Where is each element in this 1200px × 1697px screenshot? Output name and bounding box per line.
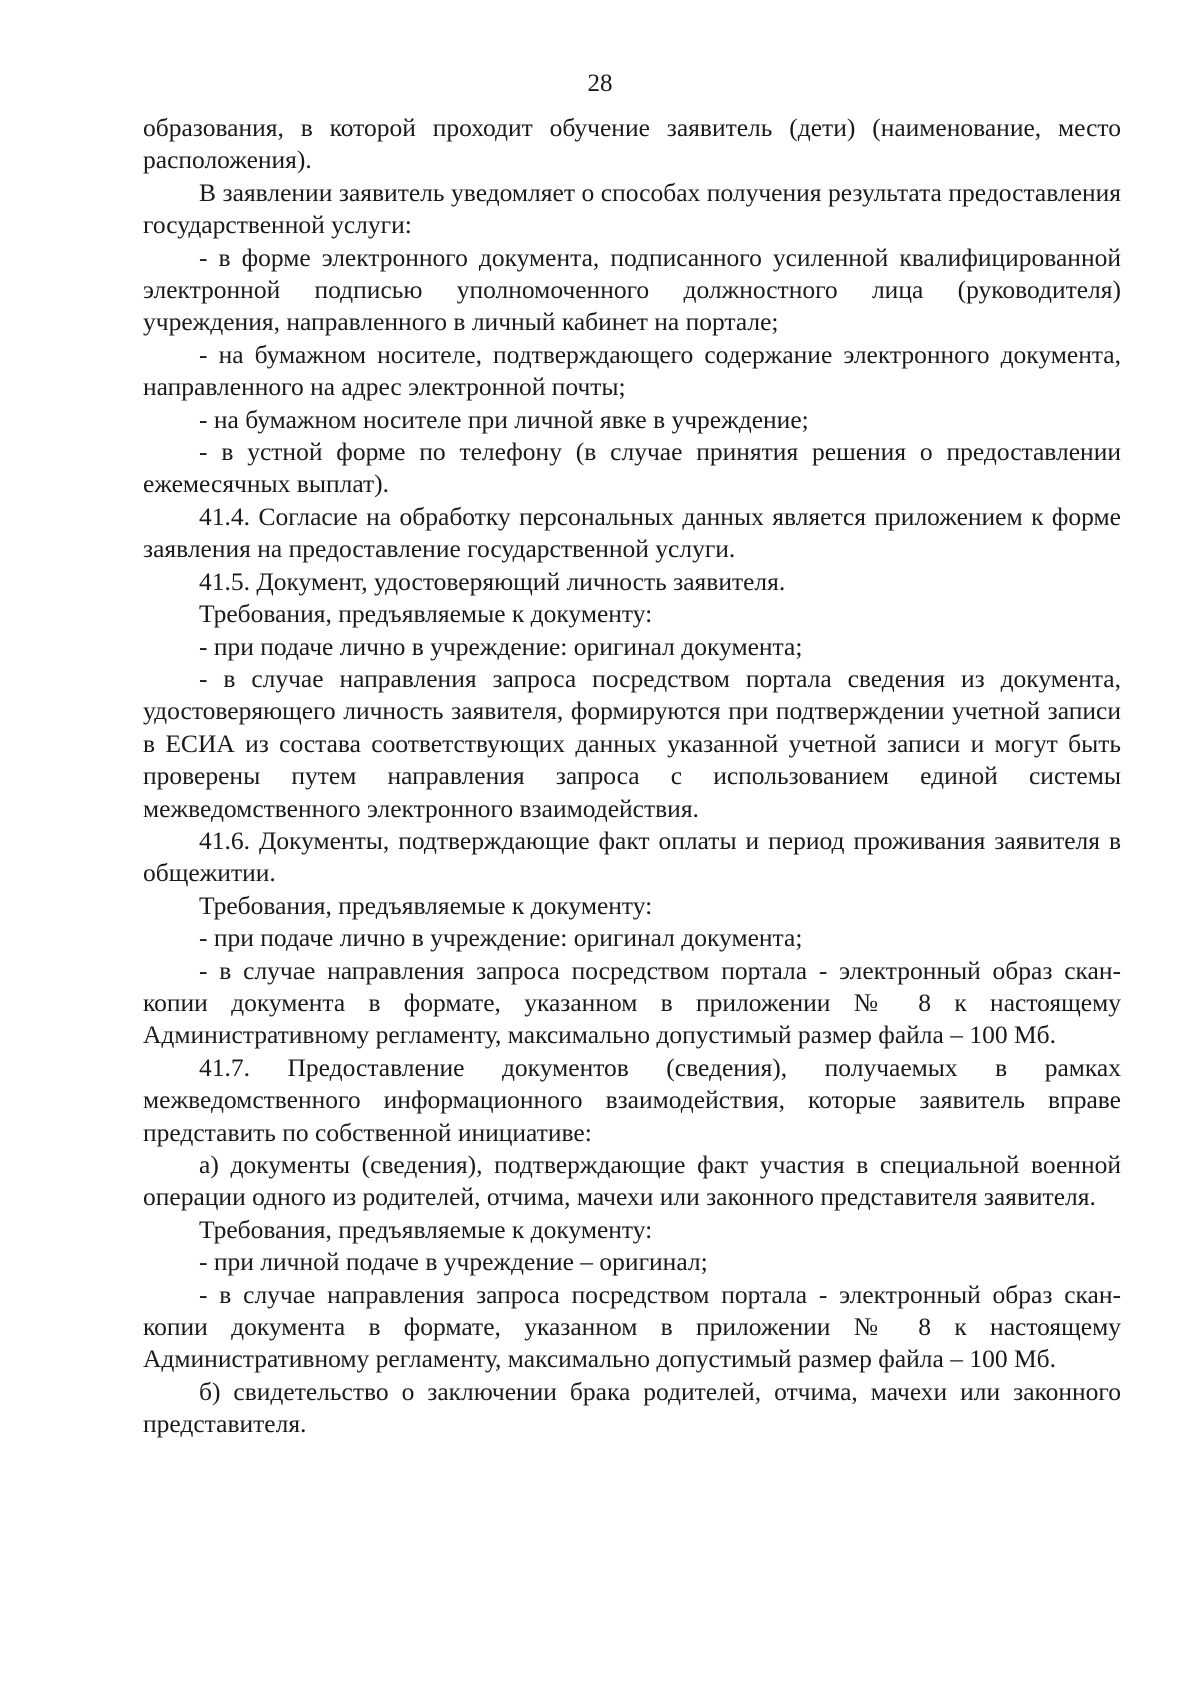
- paragraph-41-7: 41.7. Предоставление документов (сведения), получаемых в рамках межведомственного информационного взаимодействия, которые заявитель вправе представить по собственной инициативе:: [143, 1052, 1121, 1147]
- list-item-paper-email: - на бумажном носителе, подтверждающего содержание электронного документа, направленного на адрес электронной почты;: [143, 339, 1121, 402]
- paragraph-41-4: 41.4. Согласие на обработку персональных данных является приложением к форме заявления на предоставление государственной услуги.: [143, 501, 1121, 564]
- document-body: [143, 112, 1121, 1441]
- paragraph-41-5: 41.5. Документ, удостоверяющий личность заявителя.: [199, 566, 786, 596]
- list-item-in-person-original: - при личной подаче в учреждение – оригинал;: [199, 1247, 708, 1277]
- page-number: 28: [587, 70, 613, 97]
- list-item-b-marriage-certificate: б) свидетельство о заключении брака родителей, отчима, мачехи или законного представителя.: [143, 1376, 1121, 1439]
- list-item-paper-in-person: - на бумажном носителе при личной явке в учреждение;: [199, 404, 809, 434]
- paragraph-continuation: образования, в которой проходит обучение заявитель (дети) (наименование, место расположения).: [143, 113, 1121, 175]
- list-item-in-person-original: - при подаче лично в учреждение: оригинал документа;: [199, 631, 803, 661]
- list-item-a-svo-documents: а) документы (сведения), подтверждающие факт участия в специальной военной операции одного из родителей, отчима, мачехи или законного представителя заявителя.: [143, 1150, 1121, 1212]
- requirements-heading: Требования, предъявляемые к документу:: [199, 890, 653, 920]
- list-item-electronic-document: - в форме электронного документа, подписанного усиленной квалифицированной электронной подписью уполномоченного должностного лица (руководителя) учреждения, направленного в личный кабинет на портале;: [143, 242, 1121, 337]
- list-item-portal-scan: - в случае направления запроса посредством портала - электронный образ скан-копии документа в формате, указанном в приложении № 8 к настоящему Административному регламенту, максимально допустимый размер файла – 100 Мб.: [143, 1279, 1121, 1374]
- list-item-phone: - в устной форме по телефону (в случае принятия решения о предоставлении ежемесячных выплат).: [143, 437, 1121, 499]
- list-item-portal-scan: - в случае направления запроса посредством портала - электронный образ скан-копии документа в формате, указанном в приложении № 8 к настоящему Административному регламенту, максимально допустимый размер файла – 100 Мб.: [143, 955, 1121, 1050]
- list-item-portal-esia: - в случае направления запроса посредством портала сведения из документа, удостоверяющего личность заявителя, формируются при подтверждении учетной записи в ЕСИА из состава соответствующих данных указанной учетной записи и могут быть проверены путем направления запроса с использованием единой системы межведомственного электронного взаимодействия.: [143, 663, 1121, 823]
- requirements-heading: Требования, предъявляемые к документу:: [199, 1214, 653, 1244]
- paragraph-notification-methods: В заявлении заявитель уведомляет о способах получения результата предоставления государственной услуги:: [143, 177, 1121, 240]
- list-item-in-person-original: - при подаче лично в учреждение: оригинал документа;: [199, 923, 803, 953]
- requirements-heading: Требования, предъявляемые к документу:: [199, 599, 653, 629]
- paragraph-41-6: 41.6. Документы, подтверждающие факт оплаты и период проживания заявителя в общежитии.: [143, 825, 1121, 888]
